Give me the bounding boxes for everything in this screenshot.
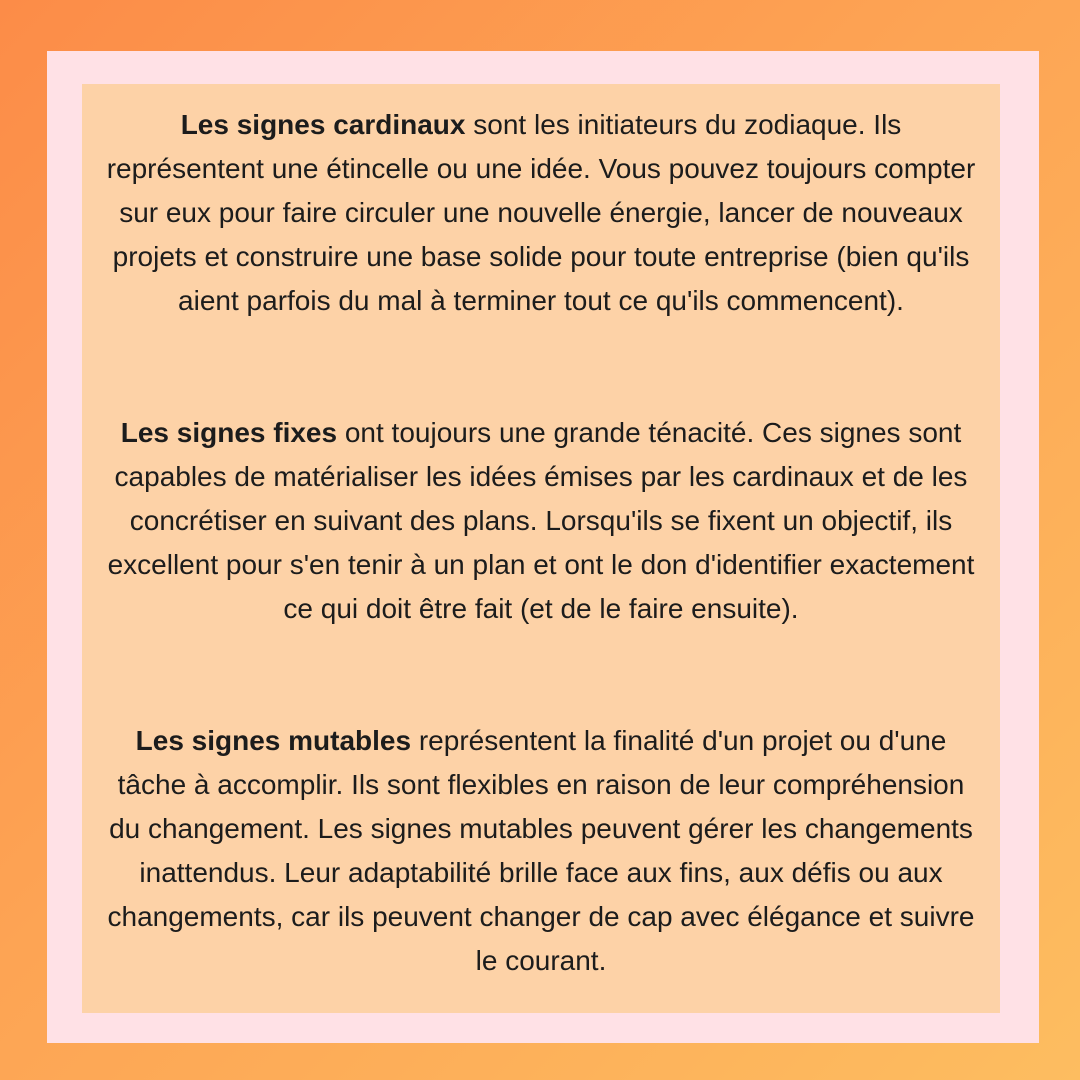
text-card: [82, 84, 1000, 1013]
pink-frame: [47, 51, 1039, 1043]
paragraph-fixed-body: ont toujours une grande ténacité. Ces signes sont capables de matérialiser les idées émises par les cardinaux et de les concrétiser en suivant des plans. Lorsqu'ils se fixent un objectif, ils excellent pour s'en tenir à un plan et ont le don d'identifier exactement ce qui doit être fait (et de le faire ensuite).: [107, 417, 975, 624]
paragraph-fixed-signs: [100, 411, 982, 631]
paragraph-fixed-lead: Les signes fixes: [120, 417, 338, 448]
paragraph-mutable-lead: Les signes mutables: [135, 725, 412, 756]
paragraph-cardinal-signs: [100, 103, 982, 323]
paragraph-mutable-body: représentent la finalité d'un projet ou d'une tâche à accomplir. Ils sont flexibles en raison de leur compréhension du changement. Les signes mutables peuvent gérer les changements inattendus. Leur adaptabilité brille face aux fins, aux défis ou aux changements, car ils peuvent changer de cap avec élégance et suivre le courant.: [107, 725, 975, 976]
paragraph-cardinal-lead: Les signes cardinaux: [180, 109, 466, 140]
paragraph-cardinal-body: sont les initiateurs du zodiaque. Ils représentent une étincelle ou une idée. Vous pouvez toujours compter sur eux pour faire circuler une nouvelle énergie, lancer de nouveaux projets et construire une base solide pour toute entreprise (bien qu'ils aient parfois du mal à terminer tout ce qu'ils commencent).: [106, 109, 976, 316]
paragraph-mutable-signs: [100, 719, 982, 983]
